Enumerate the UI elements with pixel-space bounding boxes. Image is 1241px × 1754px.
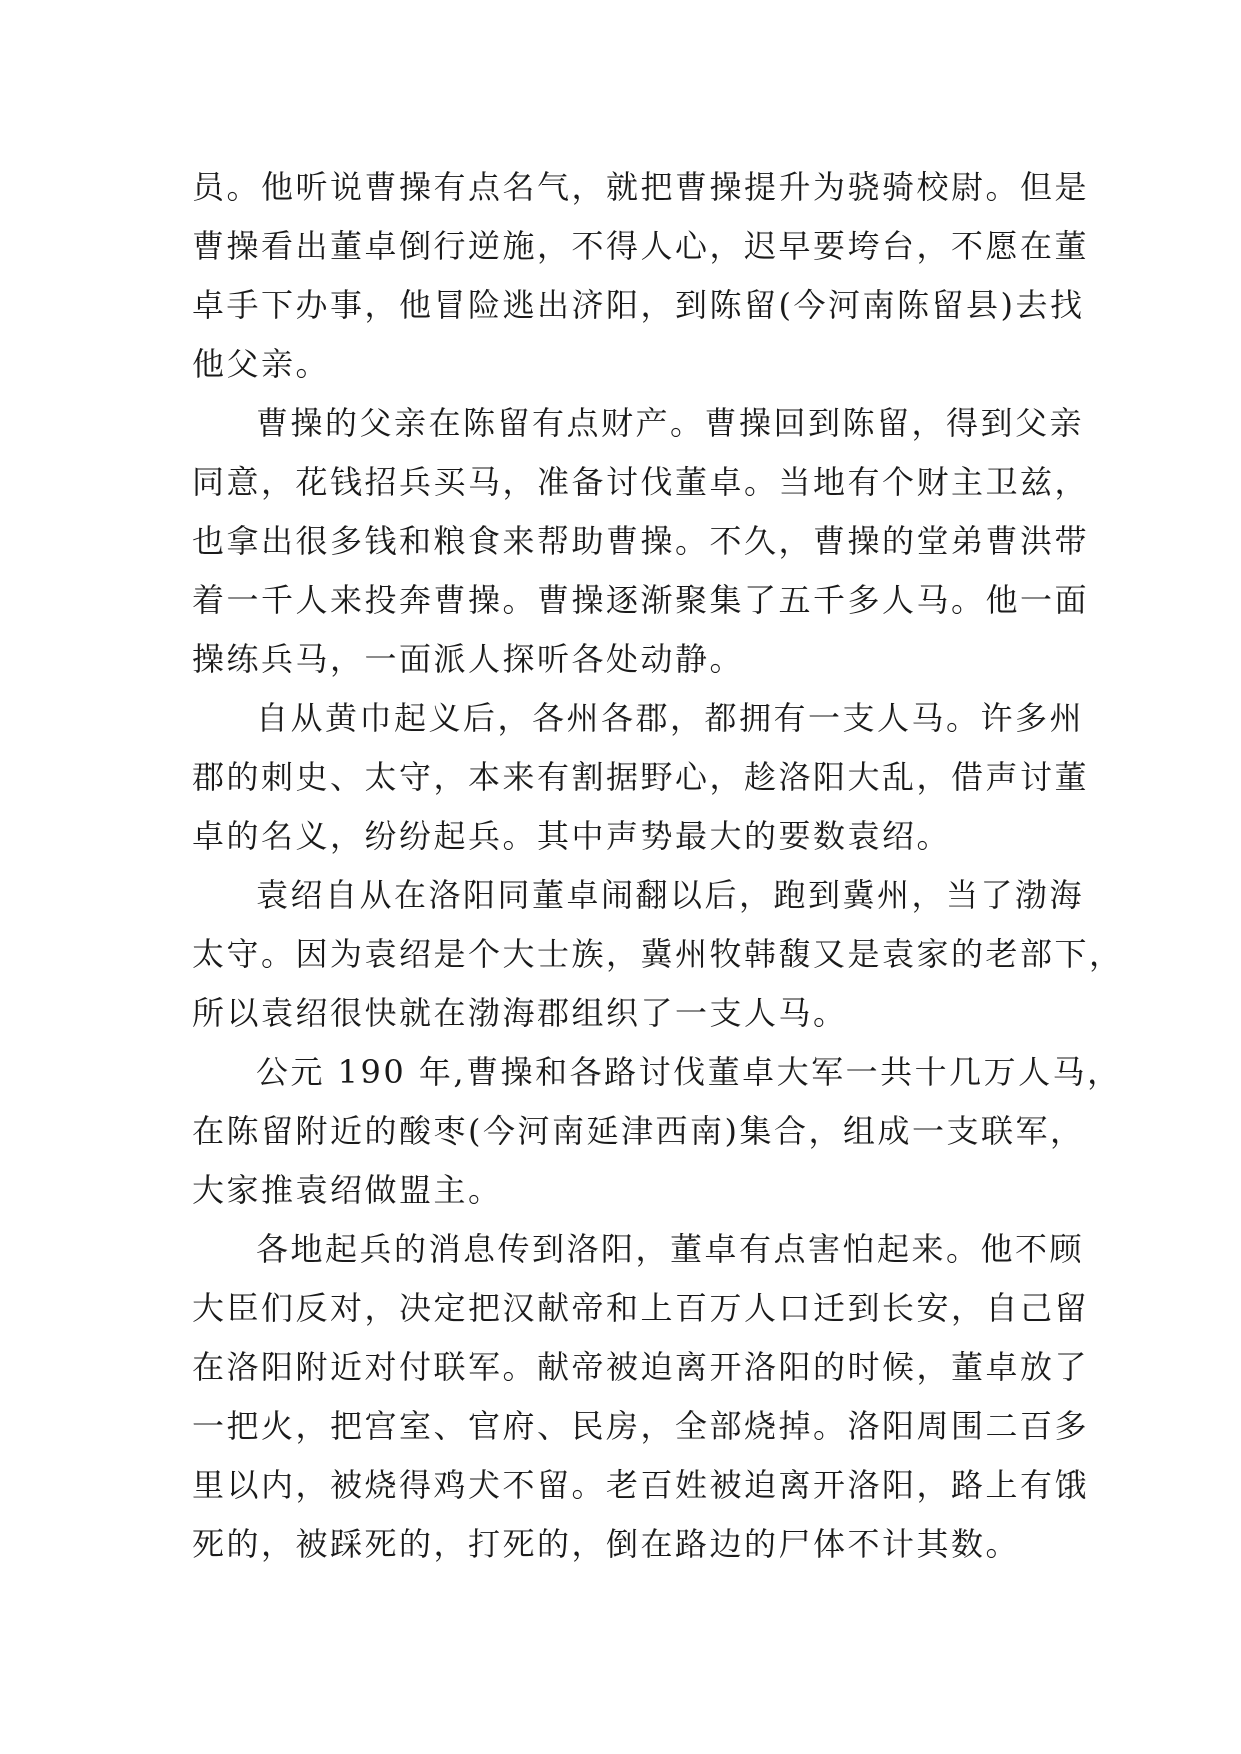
text-line: 大臣们反对，决定把汉献帝和上百万人口迁到长安，自己留 (192, 1289, 1090, 1327)
text-line: 死的，被踩死的，打死的，倒在路边的尸体不计其数。 (192, 1525, 1021, 1563)
text-line: 里以内，被烧得鸡犬不留。老百姓被迫离开洛阳，路上有饿 (192, 1466, 1090, 1504)
paragraph-first-line: 自从黄巾起义后，各州各郡，都拥有一支人马。许多州 (256, 699, 1085, 737)
text-line: 员。他听说曹操有点名气，就把曹操提升为骁骑校尉。但是 (192, 168, 1090, 206)
text-line: 卓的名义，纷纷起兵。其中声势最大的要数袁绍。 (192, 817, 952, 855)
paragraph-first-line: 曹操的父亲在陈留有点财产。曹操回到陈留，得到父亲 (256, 404, 1085, 442)
paragraph-first-line: 各地起兵的消息传到洛阳，董卓有点害怕起来。他不顾 (256, 1230, 1085, 1268)
text-line: 曹操看出董卓倒行逆施，不得人心，迟早要垮台，不愿在董 (192, 227, 1090, 265)
text-line: 太守。因为袁绍是个大士族，冀州牧韩馥又是袁家的老部下， (192, 935, 1124, 973)
paragraph-first-line: 公元 190 年,曹操和各路讨伐董卓大军一共十几万人马， (256, 1053, 1122, 1091)
text-line: 在陈留附近的酸枣(今河南延津西南)集合，组成一支联军， (192, 1112, 1085, 1150)
text-line: 卓手下办事，他冒险逃出济阳，到陈留(今河南陈留县)去找 (192, 286, 1085, 324)
text-line: 大家推袁绍做盟主。 (192, 1171, 503, 1209)
body-text (192, 158, 1124, 1574)
paragraph-first-line: 袁绍自从在洛阳同董卓闹翻以后，跑到冀州，当了渤海 (256, 876, 1085, 914)
text-line: 一把火，把宫室、官府、民房，全部烧掉。洛阳周围二百多 (192, 1407, 1090, 1445)
text-line: 在洛阳附近对付联军。献帝被迫离开洛阳的时候，董卓放了 (192, 1348, 1090, 1386)
text-line: 着一千人来投奔曹操。曹操逐渐聚集了五千多人马。他一面 (192, 581, 1090, 619)
text-line: 所以袁绍很快就在渤海郡组织了一支人马。 (192, 994, 848, 1032)
text-line: 也拿出很多钱和粮食来帮助曹操。不久，曹操的堂弟曹洪带 (192, 522, 1090, 560)
text-line: 他父亲。 (192, 345, 331, 383)
text-line: 同意，花钱招兵买马，准备讨伐董卓。当地有个财主卫兹， (192, 463, 1090, 501)
text-line: 操练兵马，一面派人探听各处动静。 (192, 640, 745, 678)
text-line: 郡的刺史、太守，本来有割据野心，趁洛阳大乱，借声讨董 (192, 758, 1090, 796)
